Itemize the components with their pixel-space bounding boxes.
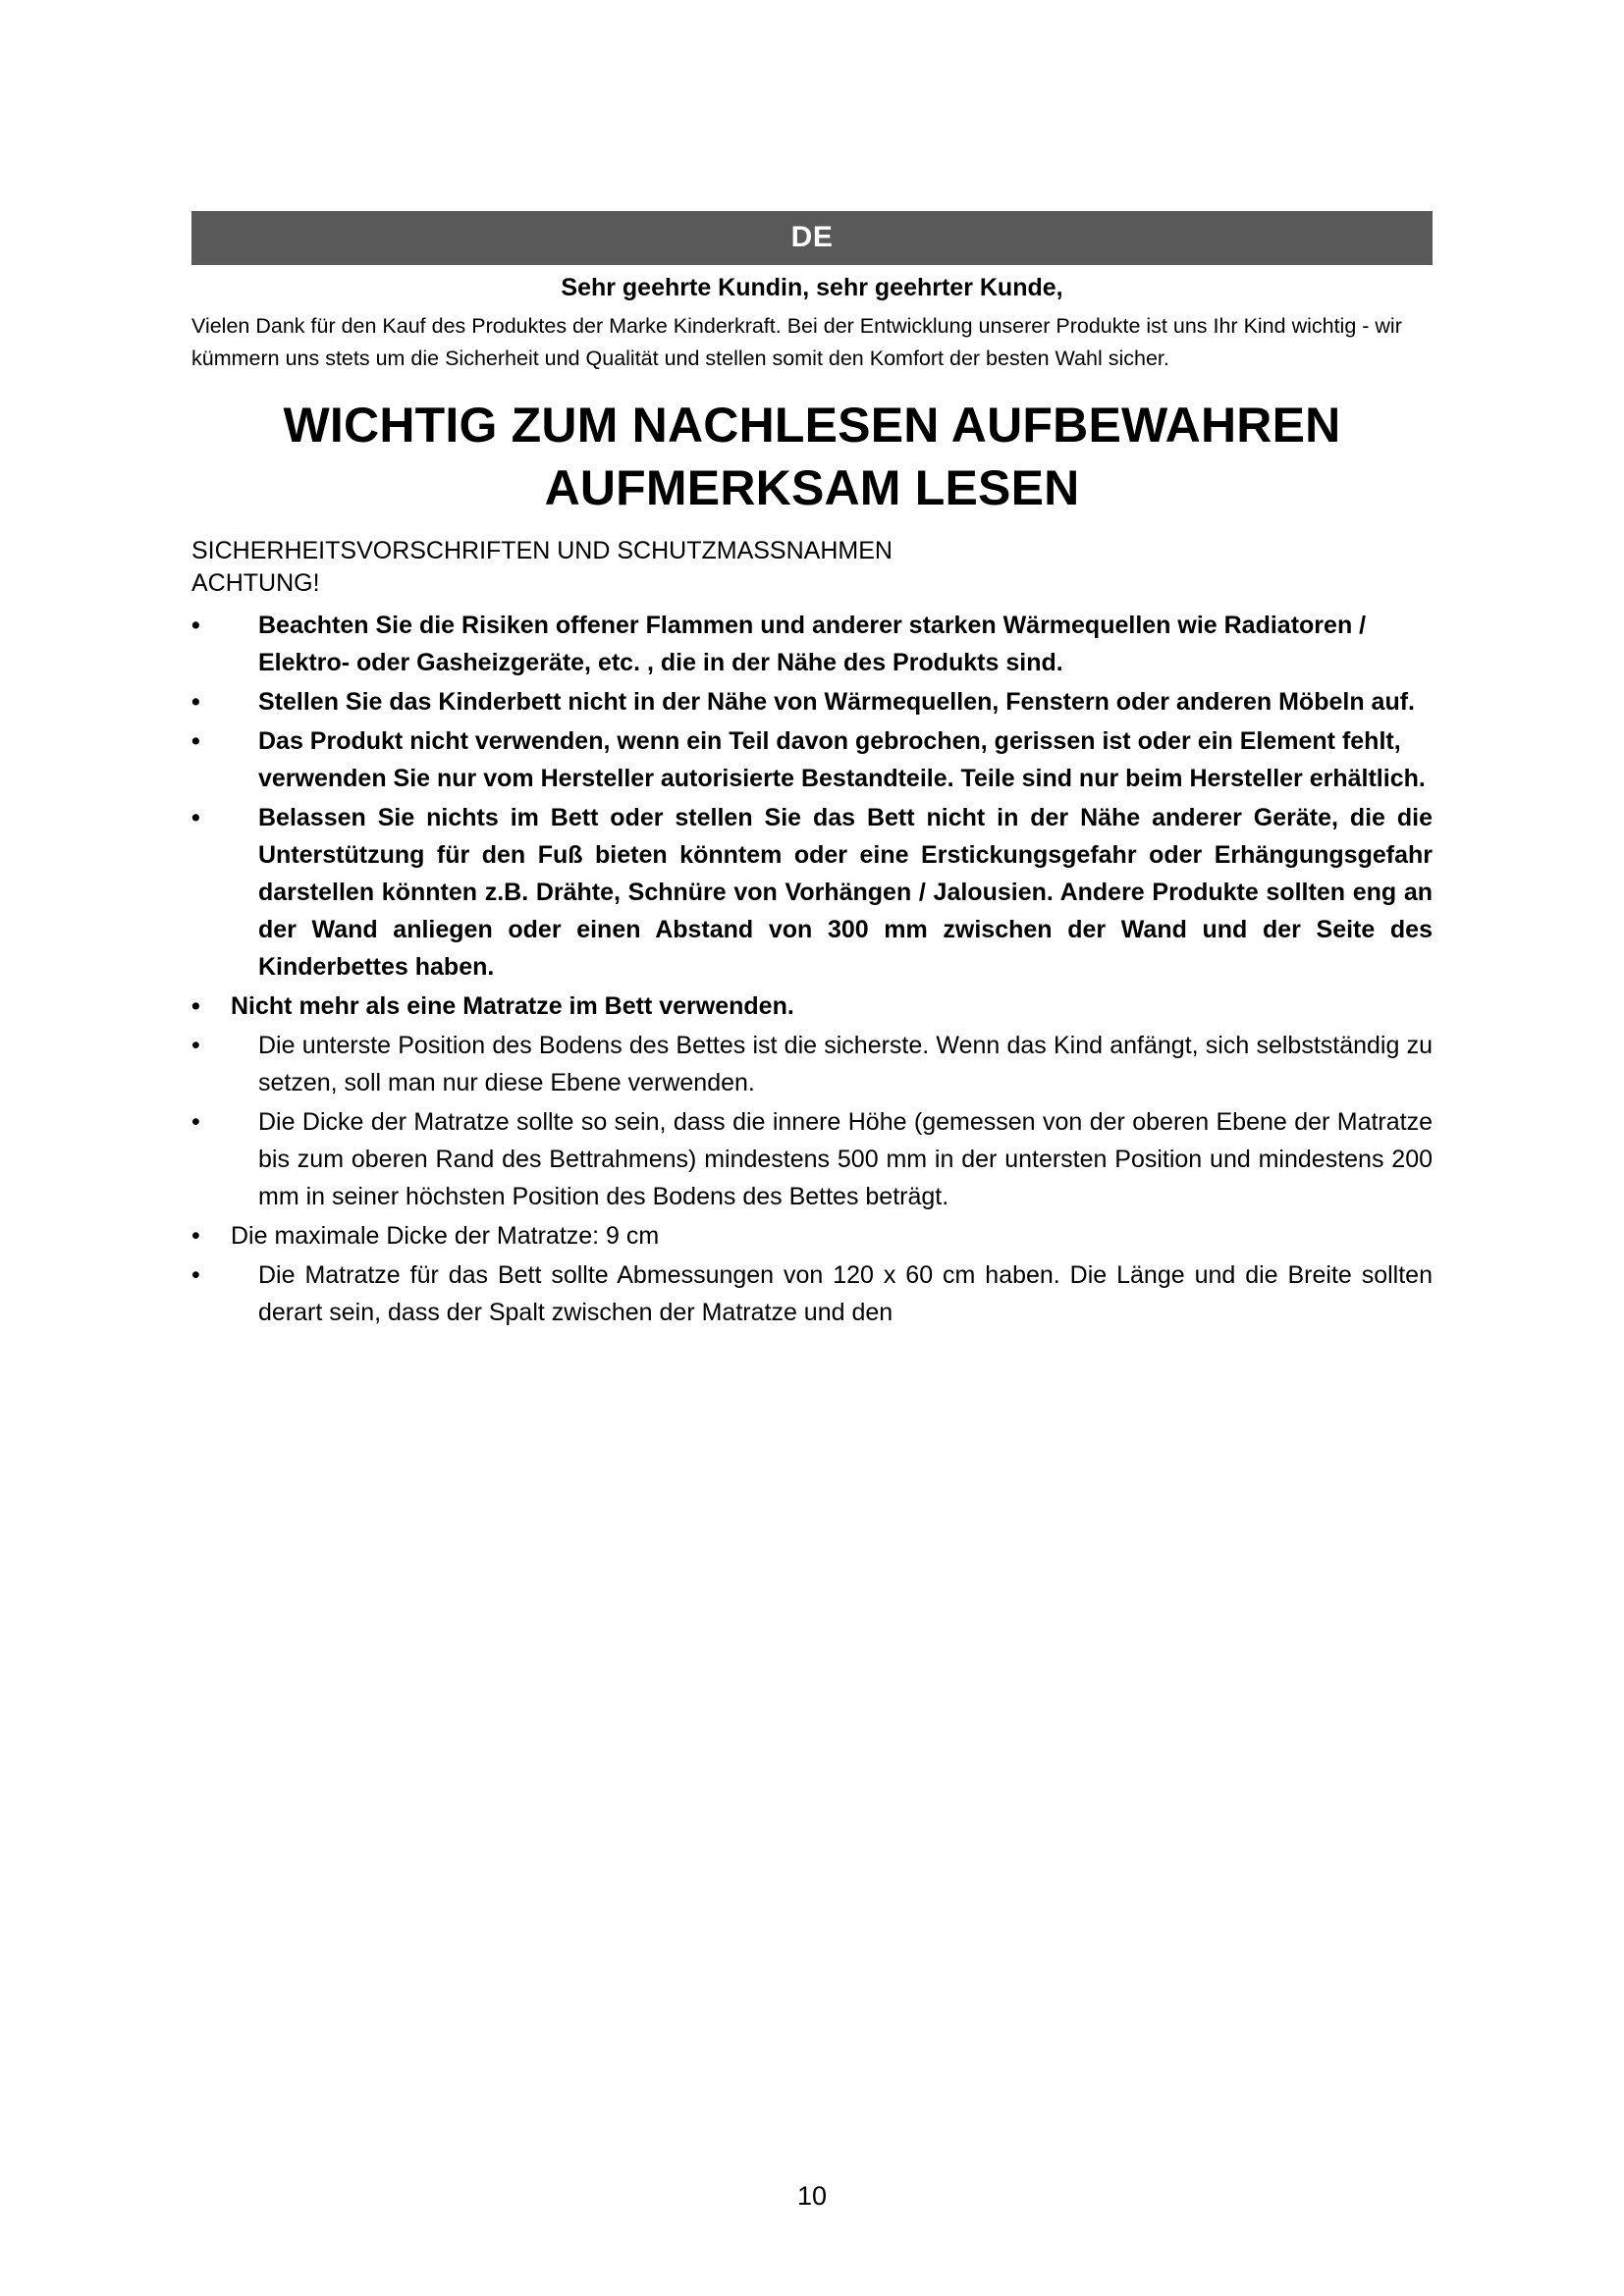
list-item-text: Das Produkt nicht verwenden, wenn ein Teil davon gebrochen, gerissen ist oder ein Element fehlt, verwenden Sie nur vom Hersteller autorisierte Bestandteile. Teile sind nur beim Hersteller erhältlich. bbox=[258, 727, 1426, 793]
list-item-text: Die Matratze für das Bett sollte Abmessungen von 120 x 60 cm haben. Die Länge und die Breite sollten derart sein, dass der Spalt zwischen der Matratze und den bbox=[258, 1261, 1433, 1327]
list-item bbox=[191, 607, 1433, 681]
bullet-icon: • bbox=[191, 1222, 200, 1251]
page-number: 10 bbox=[796, 2181, 828, 2211]
list-item-text: Belassen Sie nichts im Bett oder stellen Sie das Bett nicht in der Nähe anderer Geräte, die die Unterstützung für den Fuß bieten könntem oder eine Erstickungsgefahr oder Erhängungsgefahr darstellen könnten z.B. Drähte, Schnüre von Vorhängen / Jalousien. Andere Produkte sollten eng an der Wand anliegen oder einen Abstand von 300 mm zwischen der Wand und der Seite des Kinderbettes haben. bbox=[258, 804, 1433, 982]
page-title: WICHTIG ZUM NACHLESEN AUFBEWAHREN AUFMERKSAM LESEN bbox=[283, 397, 1341, 515]
list-item-text: Beachten Sie die Risiken offener Flammen und anderer starken Wärmequellen wie Radiatoren / Elektro- oder Gasheizgeräte, etc. , die in der Nähe des Produkts sind. bbox=[258, 612, 1367, 677]
bullet-icon: • bbox=[191, 1108, 200, 1137]
list-item bbox=[191, 683, 1433, 721]
bullet-icon: • bbox=[191, 612, 200, 640]
list-item-text: Die maximale Dicke der Matratze: 9 cm bbox=[231, 1222, 660, 1251]
greeting-heading: Sehr geehrte Kundin, sehr geehrter Kunde, bbox=[561, 274, 1063, 301]
list-item bbox=[191, 1103, 1433, 1215]
list-item bbox=[191, 1217, 1433, 1255]
bullet-icon: • bbox=[191, 1032, 200, 1060]
attention-label: ACHTUNG! bbox=[191, 569, 320, 598]
bullet-icon: • bbox=[191, 1261, 200, 1290]
safety-bullet-list bbox=[191, 607, 1433, 1331]
list-item bbox=[191, 988, 1433, 1025]
list-item bbox=[191, 722, 1433, 797]
intro-paragraph: Vielen Dank für den Kauf des Produktes der Marke Kinderkraft. Bei der Entwicklung unserer Produkte ist uns Ihr Kind wichtig - wir kümmern uns stets um die Sicherheit und Qualität und stellen somit den Komfort der besten Wahl sicher. bbox=[191, 314, 1402, 371]
bullet-icon: • bbox=[191, 727, 200, 756]
list-item-text: Nicht mehr als eine Matratze im Bett verwenden. bbox=[231, 992, 794, 1021]
list-item bbox=[191, 799, 1433, 986]
language-banner: DE bbox=[191, 211, 1433, 265]
list-item bbox=[191, 1256, 1433, 1331]
list-item-text: Stellen Sie das Kinderbett nicht in der Nähe von Wärmequellen, Fenstern oder anderen Möbeln auf. bbox=[258, 688, 1415, 717]
bullet-icon: • bbox=[191, 992, 200, 1021]
bullet-icon: • bbox=[191, 688, 200, 717]
section-title: SICHERHEITSVORSCHRIFTEN UND SCHUTZMASSNAHMEN bbox=[191, 536, 893, 564]
bullet-icon: • bbox=[191, 804, 200, 832]
list-item bbox=[191, 1027, 1433, 1101]
list-item-text: Die Dicke der Matratze sollte so sein, dass die innere Höhe (gemessen von der oberen Ebene der Matratze bis zum oberen Rand des Bettrahmens) mindestens 500 mm in der untersten Position und mindestens 200 mm in seiner höchsten Position des Bodens des Bettes beträgt. bbox=[258, 1108, 1433, 1211]
list-item-text: Die unterste Position des Bodens des Bettes ist die sicherste. Wenn das Kind anfängt, sich selbstständig zu setzen, soll man nur diese Ebene verwenden. bbox=[258, 1032, 1433, 1097]
